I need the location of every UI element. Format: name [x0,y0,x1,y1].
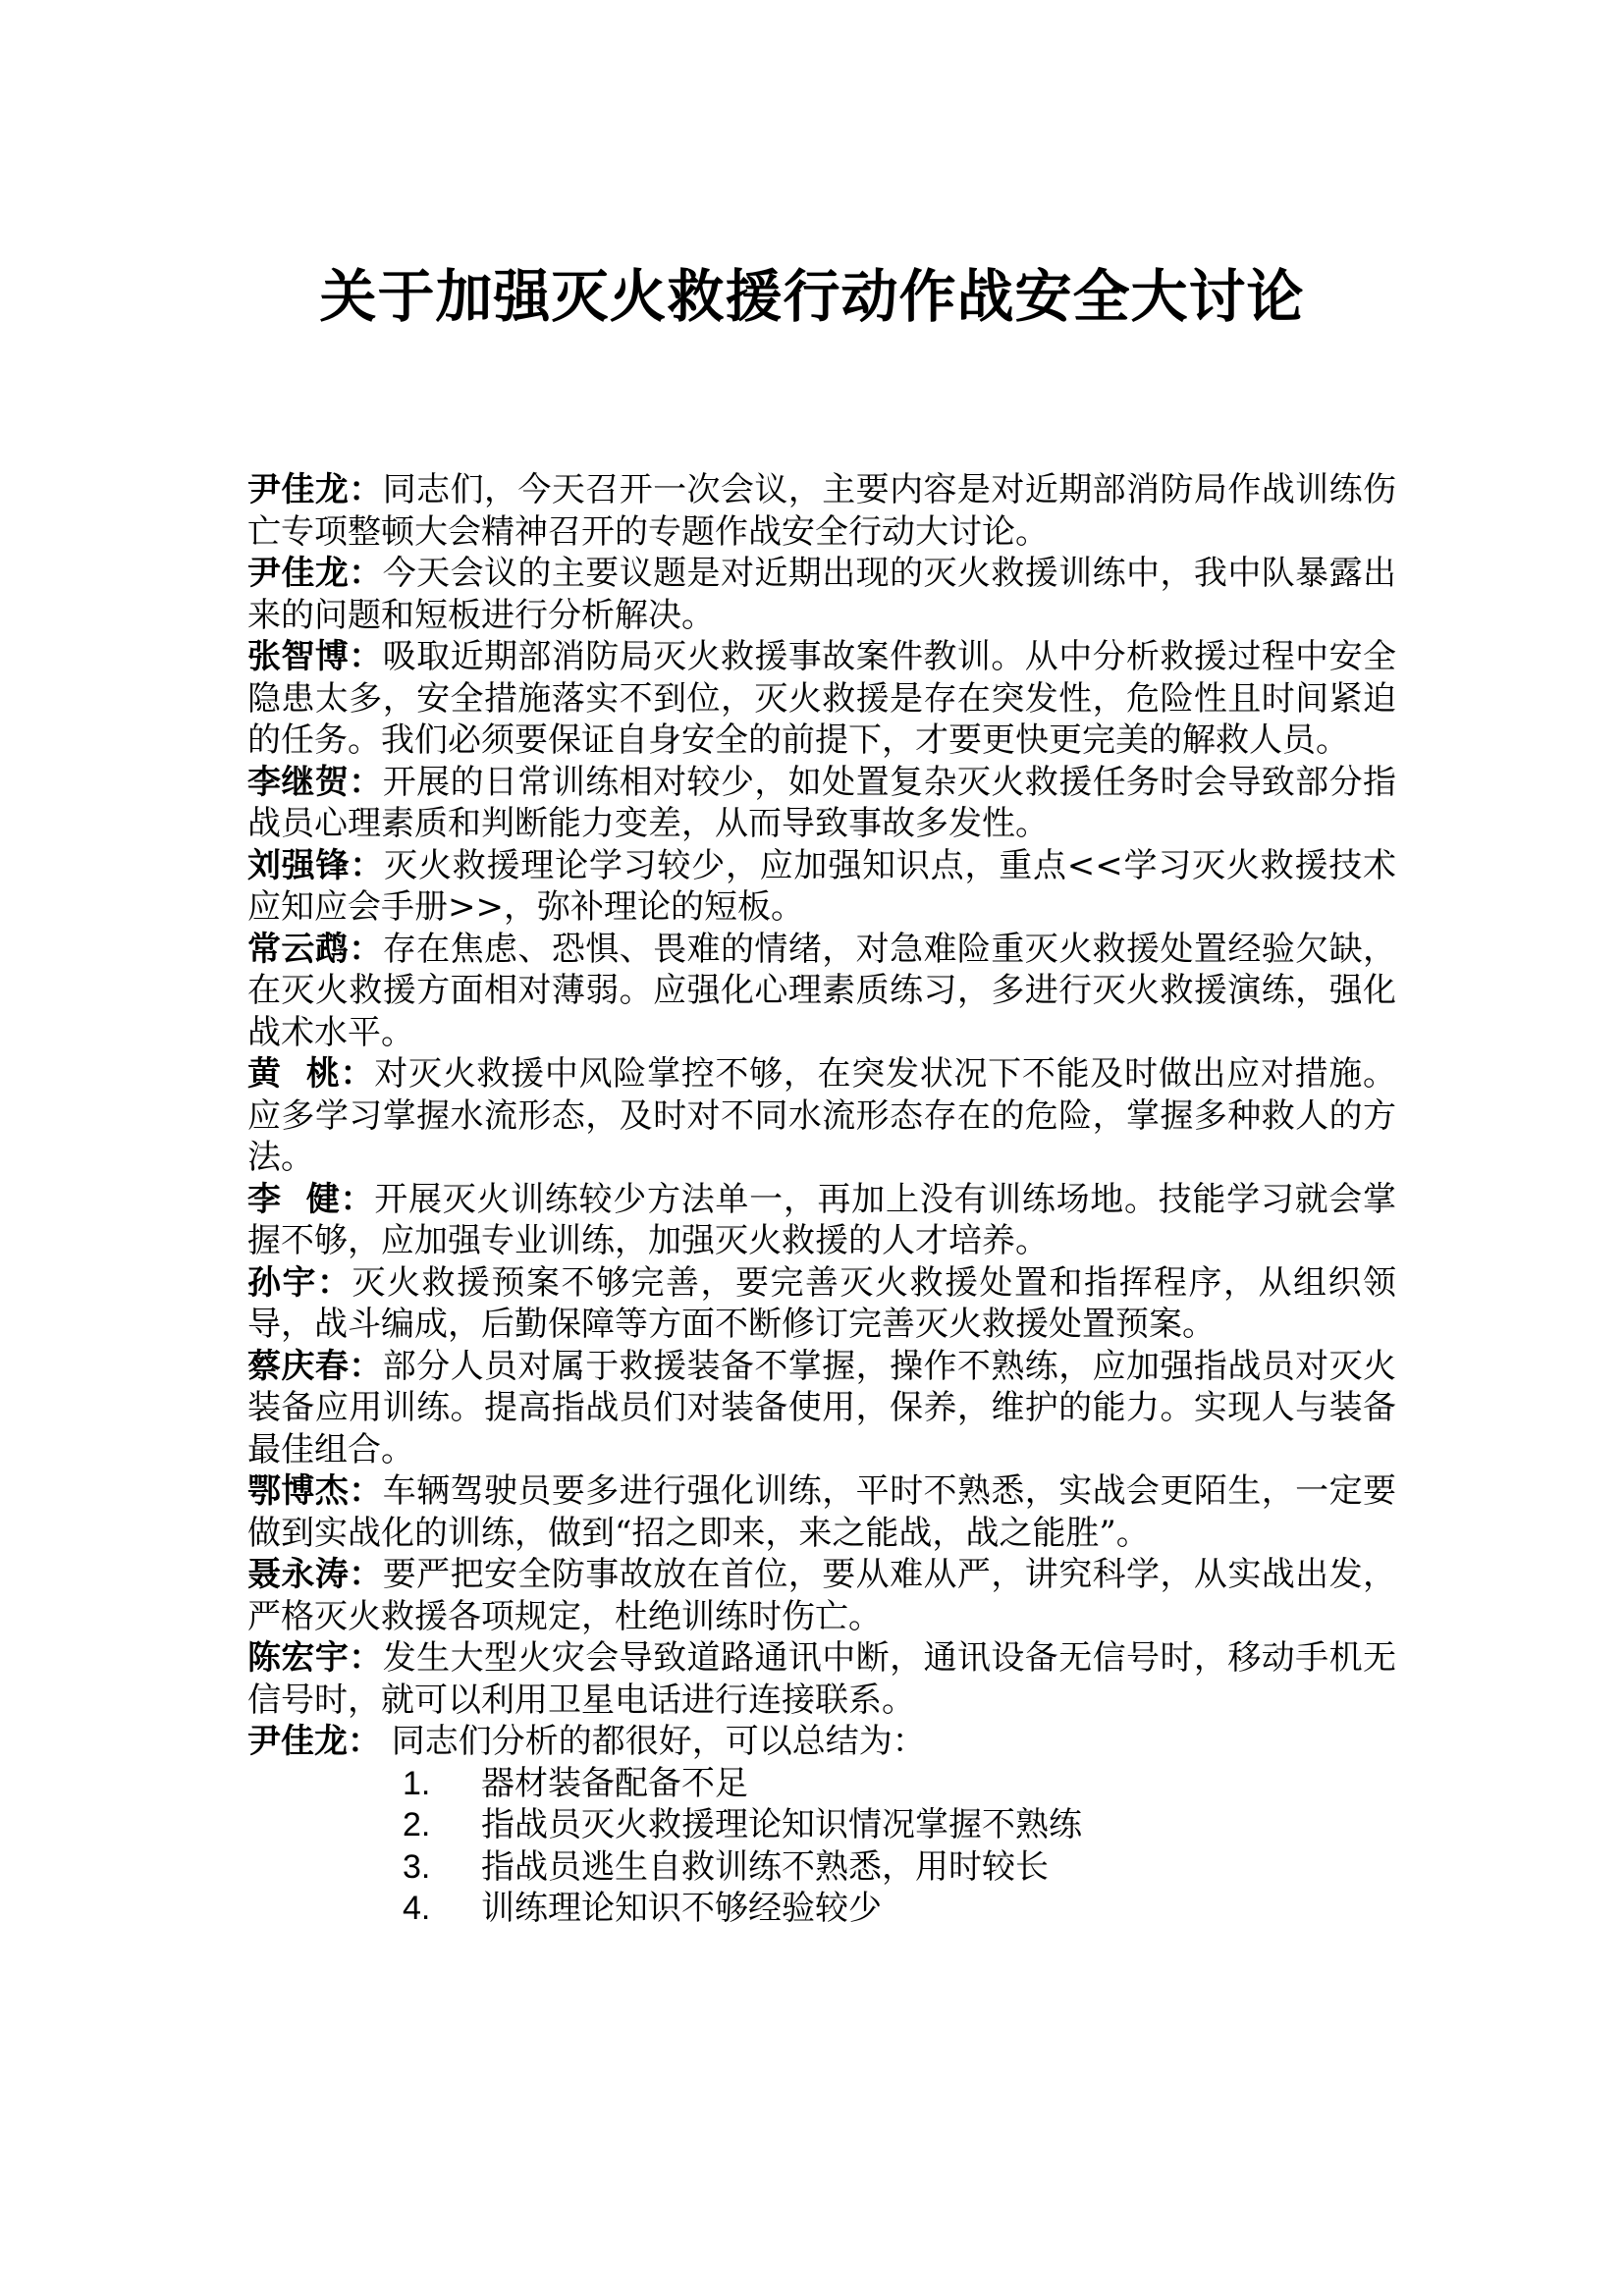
summary-list-item [247,1763,1396,1805]
speaker-name: 尹佳龙 [247,470,350,509]
speech-text: 开展灭火训练较少方法单一，再加上没有训练场地。技能学习就会掌握不够，应加强专业训练，加强灭火救援的人才培养。 [247,1179,1397,1260]
speaker-separator: ： [349,1346,383,1386]
speaker-name: 李 健 [247,1179,341,1219]
speaker-separator: ： [349,554,383,593]
list-number: 2. [403,1806,431,1843]
speech-paragraph [247,845,1396,929]
speech-text: 同志们分析的都很好，可以总结为： [381,1722,926,1761]
speaker-name: 张智博 [247,637,350,676]
list-number: 4. [403,1890,431,1927]
speech-text: 今天会议的主要议题是对近期出现的灭火救援训练中，我中队暴露出来的问题和短板进行分析解决。 [247,554,1397,635]
speaker-name: 黄 桃 [247,1054,341,1094]
speaker-separator: ： [349,762,383,802]
list-item-text: 指战员逃生自救训练不熟悉，用时较长 [481,1846,1049,1887]
speech-paragraph [247,1053,1396,1179]
speaker-name: 孙宇 [247,1262,317,1303]
speaker-separator: ： [340,1179,375,1219]
list-item-text: 指战员灭火救援理论知识情况掌握不熟练 [481,1805,1082,1844]
speech-paragraph [247,636,1396,762]
speech-paragraph [247,553,1396,636]
document-title: 关于加强灭火救援行动作战安全大讨论 [319,263,1305,330]
speech-text: 对灭火救援中风险掌控不够，在突发状况下不能及时做出应对措施。应多学习掌握水流形态，及时对不同水流形态存在的危险，掌握多种救人的方法。 [247,1054,1397,1177]
speaker-name: 聂永涛 [247,1555,350,1594]
summary-list [247,1763,1396,1930]
speaker-separator: ： [350,845,385,885]
speech-paragraph [247,1637,1396,1721]
speaker-separator: ： [349,1638,383,1678]
speaker-name: 陈宏宇 [247,1638,350,1678]
speaker-separator: ： [349,1471,383,1511]
speaker-separator: ： [349,1555,383,1594]
speech-paragraph [247,929,1396,1054]
speaker-separator: ： [340,1054,375,1094]
speech-paragraph [247,1721,1396,1763]
speech-paragraph [247,762,1396,845]
list-number: 1. [403,1764,431,1802]
speech-text: 存在焦虑、恐惧、畏难的情绪，对急难险重灭火救援处置经验欠缺，在灭火救援方面相对薄弱。应强化心理素质练习，多进行灭火救援演练，强化战术水平。 [247,929,1397,1052]
speaker-name: 常云鹉 [247,929,350,969]
speech-text: 灭火救援理论学习较少，应加强知识点，重点<<学习灭火救援技术应知应会手册>>，弥补理论的短板。 [247,845,1397,927]
speech-paragraph [247,1262,1396,1346]
speaker-separator: ： [349,929,383,969]
speaker-name: 刘强锋 [247,845,351,885]
speaker-name: 蔡庆春 [247,1346,350,1386]
speech-paragraph [247,469,1396,553]
speech-text: 部分人员对属于救援装备不掌握，操作不熟练，应加强指战员对灭火装备应用训练。提高指战员们对装备使用，保养，维护的能力。实现人与装备最佳组合。 [247,1346,1397,1469]
speaker-name: 鄂博杰 [247,1471,350,1511]
summary-list-item [247,1888,1396,1930]
list-number: 3. [403,1847,431,1886]
summary-list-item [247,1846,1396,1889]
speaker-separator: ： [349,637,383,676]
speech-text: 吸取近期部消防局灭火救援事故案件教训。从中分析救援过程中安全隐患太多，安全措施落实不到位，灭火救援是存在突发性，危险性且时间紧迫的任务。我们必须要保证自身安全的前提下，才要更快更完美的解救人员。 [247,637,1397,760]
speech-text: 车辆驾驶员要多进行强化训练，平时不熟悉，实战会更陌生，一定要做到实战化的训练，做到“招之即来，来之能战，战之能胜”。 [247,1471,1397,1553]
speech-text: 同志们，今天召开一次会议，主要内容是对近期部消防局作战训练伤亡专项整顿大会精神召开的专题作战安全行动大讨论。 [247,470,1397,552]
speech-text: 灭火救援预案不够完善，要完善灭火救援处置和指挥程序，从组织领导，战斗编成，后勤保障等方面不断修订完善灭火救援处置预案。 [247,1262,1396,1344]
summary-list-item [247,1804,1396,1846]
speech-text: 要严把安全防事故放在首位，要从难从严，讲究科学，从实战出发，严格灭火救援各项规定，杜绝训练时伤亡。 [247,1555,1397,1636]
speech-paragraph [247,1470,1396,1554]
speech-text: 开展的日常训练相对较少，如处置复杂灭火救援任务时会导致部分指战员心理素质和判断能力变差，从而导致事故多发性。 [247,762,1397,843]
document-body [247,469,1396,1930]
speech-text: 发生大型火灾会导致道路通讯中断，通讯设备无信号时，移动手机无信号时，就可以利用卫星电话进行连接联系。 [247,1638,1397,1720]
speaker-separator: ： [317,1262,352,1303]
speaker-separator: ： [349,470,383,509]
speaker-name: 李继贺 [247,762,350,802]
speech-paragraph [247,1179,1396,1262]
speaker-name: 尹佳龙 [247,554,350,593]
speech-paragraph [247,1554,1396,1637]
speaker-separator: ： [348,1722,381,1761]
list-item-text: 训练理论知识不够经验较少 [481,1889,882,1928]
speaker-name: 尹佳龙 [247,1722,348,1761]
list-item-text: 器材装备配备不足 [481,1763,748,1803]
speech-paragraph [247,1346,1396,1471]
